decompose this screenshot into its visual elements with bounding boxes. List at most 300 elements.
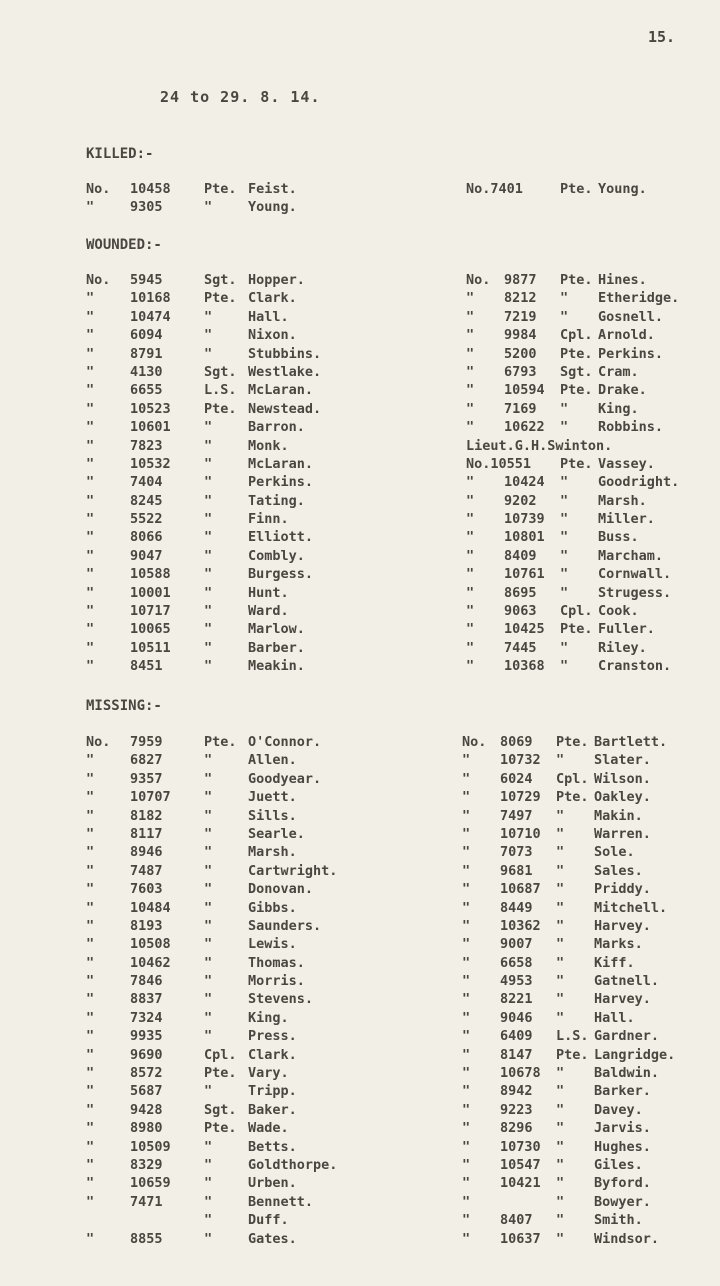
casualty-entry [86, 862, 406, 880]
casualty-entry [462, 1082, 716, 1100]
entry-surname: King. [248, 1009, 289, 1026]
casualty-entry [466, 345, 716, 363]
entry-prefix: " [86, 844, 95, 861]
casualty-entry [86, 547, 406, 565]
entry-surname: Bowyer. [594, 1193, 651, 1210]
date-line: 24 to 29. 8. 14. [160, 88, 321, 106]
entry-surname: Strugess. [598, 584, 672, 601]
entry-prefix: " [86, 862, 95, 879]
entry-rank: " [204, 511, 213, 528]
entry-prefix: " [86, 991, 95, 1008]
entry-prefix: " [462, 1193, 471, 1210]
entry-rank: " [204, 1193, 213, 1210]
casualty-entry [466, 381, 716, 399]
service-number: 10421 [500, 1175, 541, 1192]
entry-surname: McLaran. [248, 455, 314, 472]
entry-rank: " [204, 621, 213, 638]
entry-prefix: " [86, 327, 95, 344]
entry-prefix: " [86, 1138, 95, 1155]
entry-surname: Vassey. [598, 455, 655, 472]
entry-rank: " [560, 639, 569, 656]
entry-rank: " [560, 529, 569, 546]
service-number: 10761 [504, 566, 545, 583]
entry-surname: Etheridge. [598, 290, 680, 307]
entry-prefix: No. [462, 734, 487, 750]
entry-rank: " [204, 917, 213, 934]
wounded-right-list [466, 271, 716, 676]
entry-surname: Baker. [248, 1101, 297, 1118]
casualty-entry [86, 180, 406, 198]
entry-rank: " [204, 881, 213, 898]
casualty-entry [466, 418, 716, 436]
entry-rank: " [204, 1009, 213, 1026]
entry-rank: " [556, 1193, 565, 1210]
service-number: 7324 [130, 1009, 163, 1026]
casualty-entry [86, 733, 406, 751]
entry-rank: " [204, 455, 213, 472]
entry-surname: Langridge. [594, 1046, 676, 1063]
entry-prefix: No. [86, 734, 111, 750]
entry-rank: Pte. [556, 789, 589, 806]
casualty-entry [466, 180, 716, 198]
entry-surname: Bennett. [248, 1193, 314, 1210]
entry-rank: " [556, 825, 565, 842]
casualty-entry [86, 492, 406, 510]
entry-prefix: " [462, 1175, 471, 1192]
service-number: 4130 [130, 363, 163, 380]
entry-prefix: " [86, 621, 95, 638]
entry-surname: Tating. [248, 492, 305, 509]
entry-prefix: " [462, 973, 471, 990]
entry-surname: Combly. [248, 547, 305, 564]
entry-prefix: " [86, 547, 95, 564]
entry-prefix: " [86, 290, 95, 307]
entry-rank: " [556, 862, 565, 879]
service-number: 10678 [500, 1065, 541, 1082]
casualty-entry [466, 308, 716, 326]
entry-surname: Robbins. [598, 419, 664, 436]
entry-surname: Cook. [598, 603, 639, 620]
service-number: 8069 [500, 734, 533, 750]
entry-surname: Makin. [594, 807, 643, 824]
casualty-entry [86, 363, 406, 381]
service-number: 7445 [504, 639, 537, 656]
casualty-entry [86, 954, 406, 972]
casualty-entry [86, 917, 406, 935]
entry-prefix: " [466, 308, 475, 325]
service-number: 7603 [130, 881, 163, 898]
entry-surname: Gosnell. [598, 308, 664, 325]
casualty-entry [86, 751, 406, 769]
entry-surname: Marlow. [248, 621, 305, 638]
entry-rank: " [556, 844, 565, 861]
service-number: 5522 [130, 511, 163, 528]
casualty-entry [466, 639, 716, 657]
entry-surname: McLaran. [248, 382, 314, 399]
entry-rank: " [204, 419, 213, 436]
entry-rank: " [204, 936, 213, 953]
entry-surname: Thomas. [248, 954, 305, 971]
entry-surname: Newstead. [248, 400, 322, 417]
casualty-entry [462, 899, 716, 917]
casualty-entry [86, 289, 406, 307]
service-number: 9428 [130, 1101, 163, 1118]
entry-rank: Pte. [560, 345, 593, 362]
casualty-entry [86, 198, 406, 216]
casualty-entry [86, 1064, 406, 1082]
entry-prefix: " [86, 658, 95, 675]
service-number: 10729 [500, 789, 541, 806]
entry-rank: " [556, 991, 565, 1008]
casualty-entry [86, 1027, 406, 1045]
entry-prefix: " [86, 881, 95, 898]
entry-rank: " [556, 936, 565, 953]
entry-prefix: " [462, 770, 471, 787]
entry-prefix: " [86, 1156, 95, 1173]
entry-prefix: " [86, 1046, 95, 1063]
entry-rank: " [204, 308, 213, 325]
entry-rank: " [204, 658, 213, 675]
entry-surname: Drake. [598, 382, 647, 399]
service-number: 10168 [130, 290, 171, 307]
service-number: 8409 [504, 547, 537, 564]
casualty-entry [86, 584, 406, 602]
entry-prefix: " [86, 199, 95, 216]
killed-left-list [86, 180, 406, 217]
entry-surname: Marsh. [248, 844, 297, 861]
entry-rank: " [556, 1212, 565, 1229]
casualty-entry [462, 1156, 716, 1174]
entry-prefix: " [466, 639, 475, 656]
entry-prefix: " [86, 1065, 95, 1082]
entry-rank: " [204, 1156, 213, 1173]
casualty-entry [86, 825, 406, 843]
casualty-entry [462, 880, 716, 898]
entry-rank: Pte. [204, 734, 237, 750]
service-number: 10601 [130, 419, 171, 436]
casualty-entry [86, 1211, 406, 1229]
entry-rank: " [556, 1009, 565, 1026]
casualty-entry [462, 935, 716, 953]
entry-surname: Miller. [598, 511, 655, 528]
entry-surname: Donovan. [248, 881, 314, 898]
killed-heading: KILLED:- [86, 146, 154, 162]
entry-prefix: " [462, 1212, 471, 1229]
service-number: 8147 [500, 1046, 533, 1063]
entry-prefix: " [86, 807, 95, 824]
entry-surname: Press. [248, 1028, 297, 1045]
entry-surname: Marsh. [598, 492, 647, 509]
service-number: 10474 [130, 308, 171, 325]
service-number: 4953 [500, 973, 533, 990]
entry-rank: " [560, 492, 569, 509]
casualty-entry [466, 620, 716, 638]
entry-rank: " [204, 639, 213, 656]
casualty-entry [86, 473, 406, 491]
entry-surname: Cranston. [598, 658, 672, 675]
entry-surname: King. [598, 400, 639, 417]
entry-rank: Cpl. [560, 603, 593, 620]
entry-rank: Pte. [204, 400, 237, 417]
entry-rank: " [204, 437, 213, 454]
entry-rank: Pte. [204, 1065, 237, 1082]
entry-rank: " [204, 547, 213, 564]
entry-prefix: " [86, 437, 95, 454]
entry-prefix: " [466, 529, 475, 546]
entry-surname: Cornwall. [598, 566, 672, 583]
service-number: 10717 [130, 603, 171, 620]
entry-rank: " [204, 973, 213, 990]
service-number: 8193 [130, 917, 163, 934]
entry-rank: Sgt. [204, 363, 237, 380]
entry-prefix: " [86, 770, 95, 787]
entry-rank: Pte. [560, 455, 593, 472]
entry-rank: Cpl. [560, 327, 593, 344]
entry-surname: Allen. [248, 752, 297, 769]
entry-surname: Tripp. [248, 1083, 297, 1100]
entry-prefix: " [86, 603, 95, 620]
service-number: 9357 [130, 770, 163, 787]
entry-surname: Riley. [598, 639, 647, 656]
entry-rank: " [556, 1101, 565, 1118]
entry-rank: " [204, 789, 213, 806]
entry-rank: " [204, 345, 213, 362]
entry-surname: Young. [248, 199, 297, 216]
entry-surname: Mitchell. [594, 899, 668, 916]
casualty-entry [86, 528, 406, 546]
entry-surname: Giles. [594, 1156, 643, 1173]
entry-rank: " [560, 658, 569, 675]
casualty-entry [86, 271, 406, 289]
casualty-entry [466, 271, 716, 289]
entry-surname: Clark. [248, 1046, 297, 1063]
casualty-entry [466, 602, 716, 620]
entry-rank: " [560, 419, 569, 436]
entry-rank: " [204, 199, 213, 216]
service-number: 5687 [130, 1083, 163, 1100]
service-number: 9305 [130, 199, 163, 216]
entry-surname: Fuller. [598, 621, 655, 638]
service-number: 8451 [130, 658, 163, 675]
entry-surname: Bartlett. [594, 734, 668, 750]
entry-surname: Hall. [248, 308, 289, 325]
service-number: 8695 [504, 584, 537, 601]
service-number: 7846 [130, 973, 163, 990]
service-number: 10732 [500, 752, 541, 769]
entry-rank: L.S. [556, 1028, 589, 1045]
entry-surname: Juett. [248, 789, 297, 806]
service-number: 8212 [504, 290, 537, 307]
casualty-entry [462, 1230, 716, 1248]
casualty-entry [466, 657, 716, 675]
service-number: 7169 [504, 400, 537, 417]
entry-rank: " [204, 844, 213, 861]
casualty-entry [462, 1064, 716, 1082]
entry-rank: " [560, 290, 569, 307]
entry-prefix: " [462, 1156, 471, 1173]
service-number: 8182 [130, 807, 163, 824]
entry-prefix: " [462, 1046, 471, 1063]
entry-surname: Hughes. [594, 1138, 651, 1155]
entry-surname: Kiff. [594, 954, 635, 971]
entry-prefix: " [86, 1120, 95, 1137]
entry-prefix: " [86, 455, 95, 472]
entry-rank: " [556, 1083, 565, 1100]
entry-prefix: " [466, 492, 475, 509]
service-number: 10462 [130, 954, 171, 971]
service-number: 8245 [130, 492, 163, 509]
entry-prefix: No. [86, 181, 111, 197]
entry-surname: Gates. [248, 1230, 297, 1247]
casualty-entry [86, 1156, 406, 1174]
entry-surname: Cartwright. [248, 862, 338, 879]
service-number: 10458 [130, 181, 171, 197]
entry-surname: Morris. [248, 973, 305, 990]
service-number: 5945 [130, 272, 163, 288]
casualty-entry [86, 807, 406, 825]
casualty-entry [462, 807, 716, 825]
entry-rank: Pte. [560, 621, 593, 638]
service-number: 8407 [500, 1212, 533, 1229]
entry-surname: Stevens. [248, 991, 314, 1008]
entry-surname: Priddy. [594, 881, 651, 898]
entry-rank: " [556, 881, 565, 898]
entry-prefix: " [462, 1083, 471, 1100]
entry-prefix: " [86, 382, 95, 399]
entry-rank: " [204, 862, 213, 879]
entry-rank: " [560, 474, 569, 491]
casualty-entry [86, 418, 406, 436]
service-number: 8572 [130, 1065, 163, 1082]
casualty-entry [462, 1119, 716, 1137]
entry-prefix: " [86, 752, 95, 769]
casualty-entry [86, 620, 406, 638]
entry-rank: Sgt. [204, 272, 237, 288]
entry-rank: " [560, 547, 569, 564]
service-number: 7497 [500, 807, 533, 824]
casualty-entry [86, 880, 406, 898]
entry-surname: Meakin. [248, 658, 305, 675]
service-number: 10065 [130, 621, 171, 638]
entry-prefix: No. [466, 272, 491, 288]
entry-rank: Pte. [556, 734, 589, 750]
entry-surname: Gardner. [594, 1028, 660, 1045]
entry-prefix: " [462, 881, 471, 898]
entry-prefix: " [466, 658, 475, 675]
casualty-entry [466, 289, 716, 307]
service-number: 9877 [504, 272, 537, 288]
casualty-entry [462, 1174, 716, 1192]
entry-surname: Windsor. [594, 1230, 660, 1247]
service-number: 6827 [130, 752, 163, 769]
casualty-entry [466, 437, 716, 455]
entry-prefix: Lieut.G.H.Swinton. [466, 437, 613, 454]
entry-prefix: No.10551 [466, 455, 532, 472]
entry-rank: Sgt. [204, 1101, 237, 1118]
entry-rank: Pte. [204, 290, 237, 307]
entry-surname: Monk. [248, 437, 289, 454]
entry-prefix: " [86, 899, 95, 916]
entry-rank: " [556, 752, 565, 769]
service-number: 9063 [504, 603, 537, 620]
entry-surname: Cram. [598, 363, 639, 380]
entry-rank: Pte. [560, 181, 593, 197]
casualty-entry [462, 1211, 716, 1229]
entry-prefix: " [466, 566, 475, 583]
service-number: 8791 [130, 345, 163, 362]
casualty-entry [86, 788, 406, 806]
service-number: 8946 [130, 844, 163, 861]
entry-rank: " [204, 327, 213, 344]
entry-prefix: " [86, 474, 95, 491]
entry-rank: " [204, 584, 213, 601]
entry-prefix: " [462, 789, 471, 806]
service-number: 10707 [130, 789, 171, 806]
casualty-entry [86, 1230, 406, 1248]
entry-rank: " [556, 899, 565, 916]
entry-prefix: No.7401 [466, 181, 523, 197]
entry-rank: Cpl. [556, 770, 589, 787]
entry-surname: Wade. [248, 1120, 289, 1137]
casualty-entry [466, 400, 716, 418]
entry-prefix: " [86, 789, 95, 806]
entry-prefix: " [462, 991, 471, 1008]
service-number: 10637 [500, 1230, 541, 1247]
entry-rank: " [556, 1156, 565, 1173]
page-number: 15. [648, 28, 676, 46]
entry-surname: Vary. [248, 1065, 289, 1082]
entry-rank: " [204, 474, 213, 491]
entry-rank: Cpl. [204, 1046, 237, 1063]
entry-prefix: " [86, 419, 95, 436]
service-number: 7219 [504, 308, 537, 325]
entry-prefix: " [462, 862, 471, 879]
wounded-left-list [86, 271, 406, 676]
entry-prefix: " [462, 917, 471, 934]
entry-rank: " [204, 770, 213, 787]
service-number: 8980 [130, 1120, 163, 1137]
entry-surname: Nixon. [248, 327, 297, 344]
service-number: 10532 [130, 455, 171, 472]
entry-surname: Urben. [248, 1175, 297, 1192]
entry-rank: " [560, 400, 569, 417]
service-number: 10730 [500, 1138, 541, 1155]
casualty-entry [86, 381, 406, 399]
casualty-entry [86, 1101, 406, 1119]
casualty-entry [466, 510, 716, 528]
service-number: 10509 [130, 1138, 171, 1155]
service-number: 10622 [504, 419, 545, 436]
entry-prefix: " [466, 345, 475, 362]
entry-prefix: " [86, 973, 95, 990]
entry-rank: " [556, 1138, 565, 1155]
entry-surname: Harvey. [594, 917, 651, 934]
killed-right-list [466, 180, 716, 198]
service-number: 7404 [130, 474, 163, 491]
entry-rank: " [204, 752, 213, 769]
entry-surname: Westlake. [248, 363, 322, 380]
casualty-entry [86, 602, 406, 620]
casualty-entry [86, 1046, 406, 1064]
entry-prefix: " [466, 603, 475, 620]
entry-surname: Perkins. [598, 345, 664, 362]
service-number: 10710 [500, 825, 541, 842]
service-number: 9202 [504, 492, 537, 509]
casualty-entry [86, 455, 406, 473]
entry-prefix: " [86, 492, 95, 509]
service-number: 10801 [504, 529, 545, 546]
service-number: 10425 [504, 621, 545, 638]
